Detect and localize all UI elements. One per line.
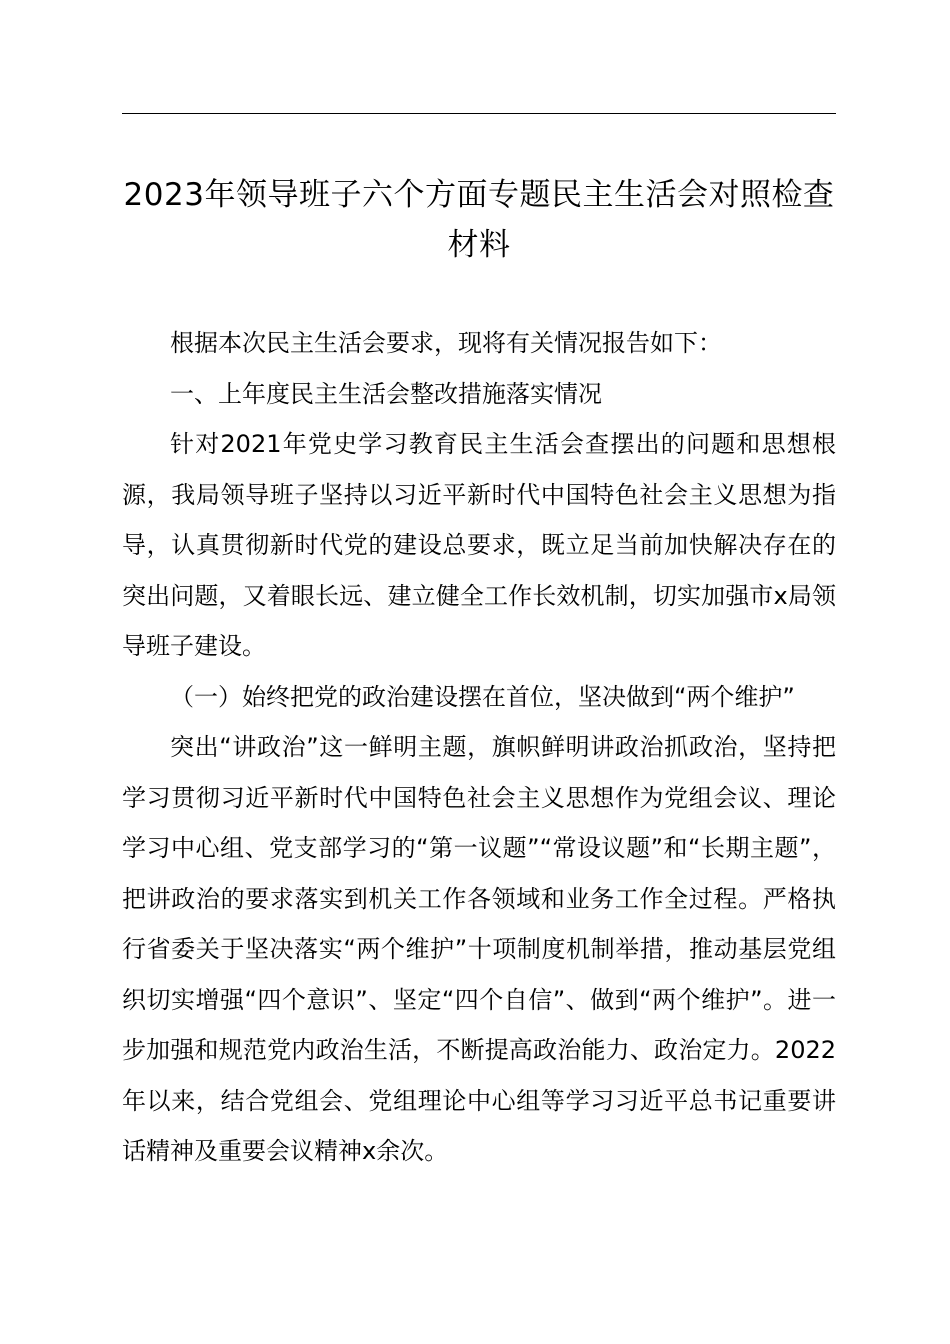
- subsection-1-heading: （一）始终把党的政治建设摆在首位，坚决做到“两个维护”: [170, 682, 795, 711]
- section-1-heading: 一、上年度民主生活会整改措施落实情况: [170, 379, 602, 408]
- document-title: 2023年领导班子六个方面专题民主生活会对照检查材料: [123, 177, 835, 263]
- document-body: [122, 318, 836, 1177]
- intro-paragraph: 根据本次民主生活会要求，现将有关情况报告如下：: [170, 329, 722, 357]
- subsection-1-paragraph: 突出“讲政治”这一鲜明主题，旗帜鲜明讲政治抓政治，坚持把学习贯彻习近平新时代中国特色社会主义思想作为党组会议、理论学习中心组、党支部学习的“第一议题”“常设议题”和“长期主题”，把讲政治的要求落实到机关工作各领域和业务工作全过程。严格执行省委关于坚决落实“两个维护”十项制度机制举措，推动基层党组织切实增强“四个意识”、坚定“四个自信”、做到“两个维护”。进一步加强和规范党内政治生活，不断提高政治能力、政治定力。2022年以来，结合党组会、党组理论中心组等学习习近平总书记重要讲话精神及重要会议精神x余次。: [122, 733, 836, 1165]
- section-1-paragraph: 针对2021年党史学习教育民主生活会查摆出的问题和思想根源，我局领导班子坚持以习近平新时代中国特色社会主义思想为指导，认真贯彻新时代党的建设总要求，既立足当前加快解决存在的突出问题，又着眼长远、建立健全工作长效机制，切实加强市x局领导班子建设。: [122, 430, 836, 660]
- header-rule: [122, 113, 836, 114]
